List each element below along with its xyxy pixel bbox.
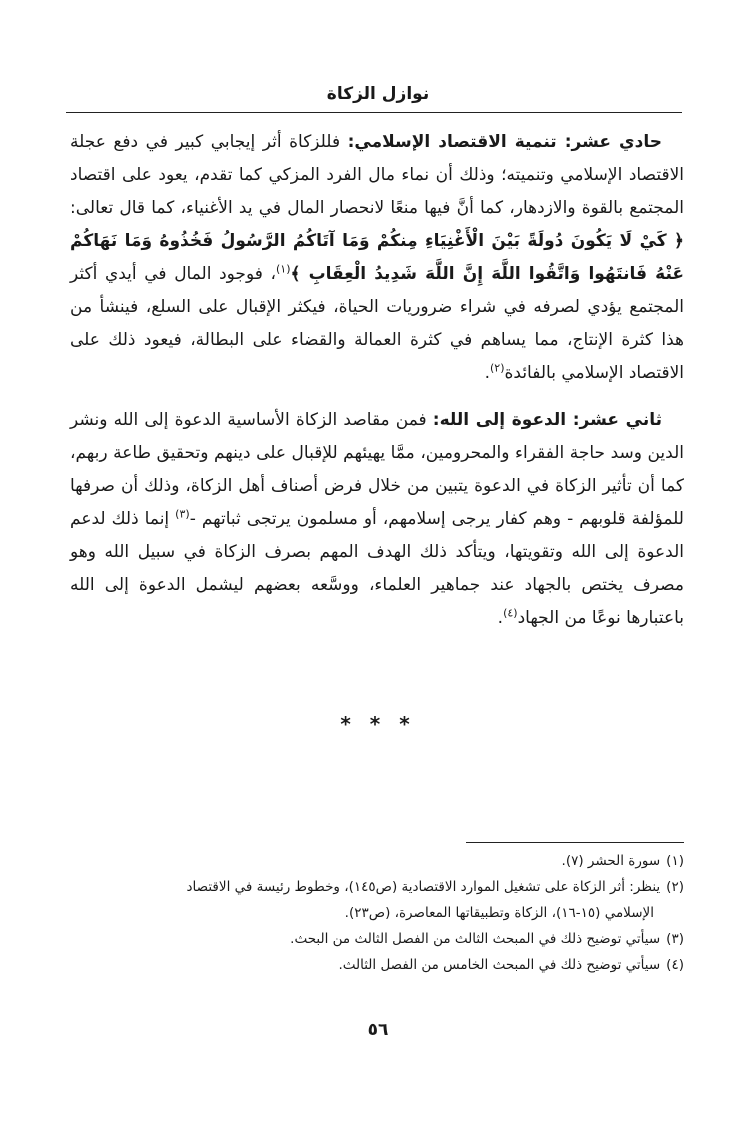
- section-separator: * * *: [340, 712, 416, 736]
- footnotes-section: [66, 848, 684, 978]
- paragraph-economy-heading: حادي عشر: تنمية الاقتصاد الإسلامي:: [347, 132, 662, 152]
- footnote-number: (٤): [666, 957, 684, 973]
- footnote-text: سورة الحشر (٧).: [561, 853, 661, 869]
- paragraph-economy: [70, 126, 684, 390]
- page-number: ٥٦: [367, 1020, 389, 1040]
- footnote-3: [66, 926, 684, 952]
- footnote-2-continuation: الإسلامي (١٥-١٦)، الزكاة وتطبيقاتها المعاصرة، (ص٢٣).: [344, 905, 654, 921]
- header-divider: [66, 112, 682, 113]
- footnote-divider: [466, 842, 684, 843]
- paragraph-dawah-text-a: فمن مقاصد الزكاة الأساسية الدعوة إلى الله ونشر الدين وسد حاجة الفقراء والمحرومين، ممَّا يهيئهم للإقبال على دينهم وتحقيق طاعة ربهم، كما أن تأثير الزكاة في الدعوة يتبين من خلال فرض أصناف أهل الزكاة، وذلك أن صرفها للمؤلفة قلوبهم - وهم كفار يرجى إسلامهم، أو مسلمون يرتجى ثباتهم -: [70, 410, 684, 529]
- footnote-number: (٣): [666, 931, 684, 947]
- footnote-ref-3[interactable]: (٣): [175, 507, 190, 521]
- footnote-2: [66, 874, 684, 900]
- footnote-text: سيأتي توضيح ذلك في المبحث الخامس من الفصل الثالث.: [338, 957, 661, 973]
- main-body: [70, 126, 684, 635]
- paragraph-dawah: [70, 404, 684, 635]
- paragraph-economy-text-a: فللزكاة أثر إيجابي كبير في دفع عجلة الاقتصاد الإسلامي وتنميته؛ وذلك أن نماء مال الفرد المزكي كما تقدم، يعود على اقتصاد المجتمع بالقوة والازدهار، كما أنَّ فيها منعًا لانحصار المال في يد الأغنياء، كما قال تعالى:: [70, 132, 684, 218]
- paragraph-economy-text-b: ، فوجود المال في أيدي أكثر المجتمع يؤدي لصرفه في شراء ضروريات الحياة، فيكثر الإقبال على السلع، فينشأ من هذا كثرة الإنتاج، مما يساهم في كثرة العمالة والقضاء على البطالة، فيعود ذلك على الاقتصاد الإسلامي بالفائدة: [70, 264, 684, 383]
- footnote-ref-2[interactable]: (٢): [489, 361, 505, 375]
- footnote-text: ينظر: أثر الزكاة على تشغيل الموارد الاقتصادية (ص١٤٥)، وخطوط رئيسة في الاقتصاد: [186, 879, 661, 895]
- quran-verse: ﴿ كَيْ لَا يَكُونَ دُولَةً بَيْنَ الْأَغْنِيَاءِ مِنكُمْ وَمَا آتَاكُمُ الرَّسُولُ فَخُذُوهُ وَمَا نَهَاكُمْ عَنْهُ فَانتَهُوا وَاتَّقُوا اللَّهَ إِنَّ اللَّهَ شَدِيدُ الْعِقَابِ ﴾: [70, 231, 684, 284]
- footnote-ref-1[interactable]: (١): [275, 262, 291, 276]
- paragraph-dawah-text-c: .: [497, 608, 504, 628]
- paragraph-dawah-text-b: إنما ذلك لدعم الدعوة إلى الله وتقويتها، ويتأكد ذلك الهدف المهم بصرف الزكاة في سبيل الله وهو مصرف يختص بالجهاد عند جماهير العلماء، ووسَّعه بعضهم ليشمل الدعوة إلى الله باعتبارها نوعًا من الجهاد: [70, 509, 684, 628]
- footnote-text: سيأتي توضيح ذلك في المبحث الثالث من الفصل الثالث من البحث.: [290, 931, 661, 947]
- footnote-1: [66, 848, 684, 874]
- paragraph-dawah-heading: ثاني عشر: الدعوة إلى الله:: [432, 410, 662, 430]
- paragraph-economy-text-c: .: [484, 363, 490, 383]
- footnote-4: [66, 952, 684, 978]
- running-header-title: نوازل الزكاة: [326, 84, 430, 104]
- footnote-ref-4[interactable]: (٤): [503, 606, 518, 620]
- footnote-number: (١): [666, 853, 684, 869]
- footnote-number: (٢): [666, 879, 684, 895]
